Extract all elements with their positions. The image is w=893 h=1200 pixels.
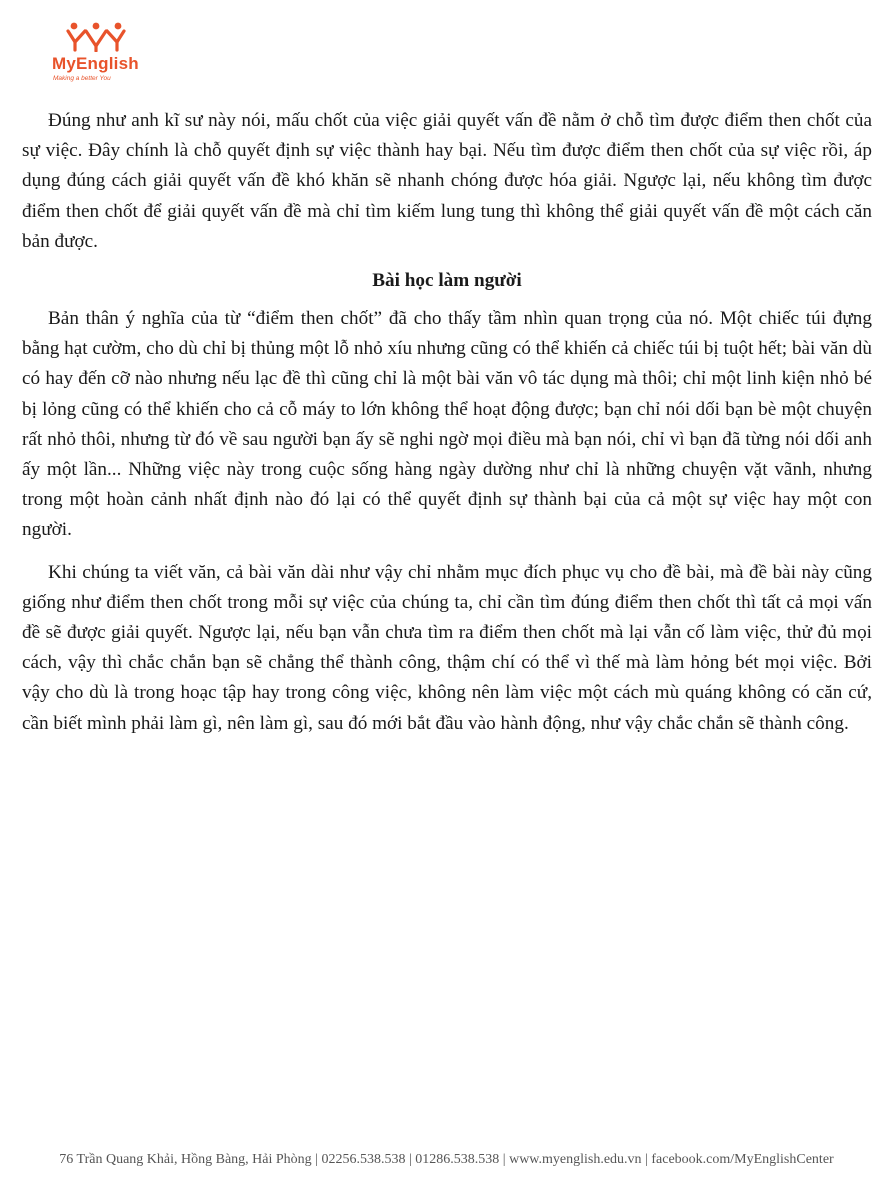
paragraph-3: Khi chúng ta viết văn, cả bài văn dài như vậy chỉ nhằm mục đích phục vụ cho đề bài, mà đề bài này cũng giống như điểm then chốt trong mỗi sự việc của chúng ta, chỉ cần tìm đúng điểm then chốt thì tất cả mọi vấn đề sẽ được giải quyết. Ngược lại, nếu bạn vẫn chưa tìm ra điểm then chốt mà lại vẫn cố làm việc, thử đủ mọi cách, vậy thì chắc chắn bạn sẽ chẳng thể thành công, thậm chí có thể vì thế mà làm hỏng bét mọi việc. Bởi vậy cho dù là trong hoạc tập hay trong công việc, không nên làm việc một cách mù quáng không có căn cứ, cần biết mình phải làm gì, nên làm gì, sau đó mới bắt đầu vào hành động, như vậy chắc chắn sẽ thành công. <box>22 561 872 734</box>
page-footer: 76 Trần Quang Khải, Hồng Bàng, Hải Phòng | 02256.538.538 | 01286.538.538 | www.myenglish.edu.vn | facebook.com/MyEnglishCenter <box>59 1152 834 1167</box>
brand-logo <box>52 20 152 86</box>
logo-wordmark: MyEnglish <box>52 54 139 73</box>
people-logo-icon <box>66 20 126 52</box>
paragraph-1: Đúng như anh kĩ sư này nói, mấu chốt của việc giải quyết vấn đề nằm ở chỗ tìm được điểm then chốt của sự việc. Đây chính là chỗ quyết định sự việc thành hay bại. Nếu tìm được điểm then chốt của sự việc rồi, áp dụng đúng cách giải quyết vấn đề khó khăn sẽ nhanh chóng được hóa giải. Ngược lại, nếu không tìm được điểm then chốt để giải quyết vấn đề mà chỉ tìm kiếm lung tung thì không thể giải quyết vấn đề một cách căn bản được. <box>22 110 872 252</box>
paragraph-2: Bản thân ý nghĩa của từ “điểm then chốt” đã cho thấy tầm nhìn quan trọng của nó. Một chiếc túi đựng bằng hạt cườm, cho dù chỉ bị thủng một lỗ nhỏ xíu nhưng cũng có thể khiến cả chiếc túi bị tuột hết; bài văn dù có hay đến cỡ nào nhưng nếu lạc đề thì cũng chỉ là một bài văn vô tác dụng mà thôi; chỉ một linh kiện nhỏ bé bị lỏng cũng có thể khiến cho cả cỗ máy to lớn không thể hoạt động được; bạn chỉ nói dối bạn bè một chuyện rất nhỏ thôi, nhưng từ đó về sau người bạn ấy sẽ nghi ngờ mọi điều mà bạn nói, chỉ vì bạn đã từng nói dối anh ấy một lần... Những việc này trong cuộc sống hàng ngày dường như chỉ là những chuyện vặt vãnh, nhưng trong một hoàn cảnh nhất định nào đó lại có thể quyết định sự thành bại của cả một sự việc hay một con người. <box>22 308 872 541</box>
section-heading: Bài học làm người <box>372 270 522 292</box>
logo-tagline: Making a better You <box>53 75 111 82</box>
document-body <box>22 106 872 739</box>
